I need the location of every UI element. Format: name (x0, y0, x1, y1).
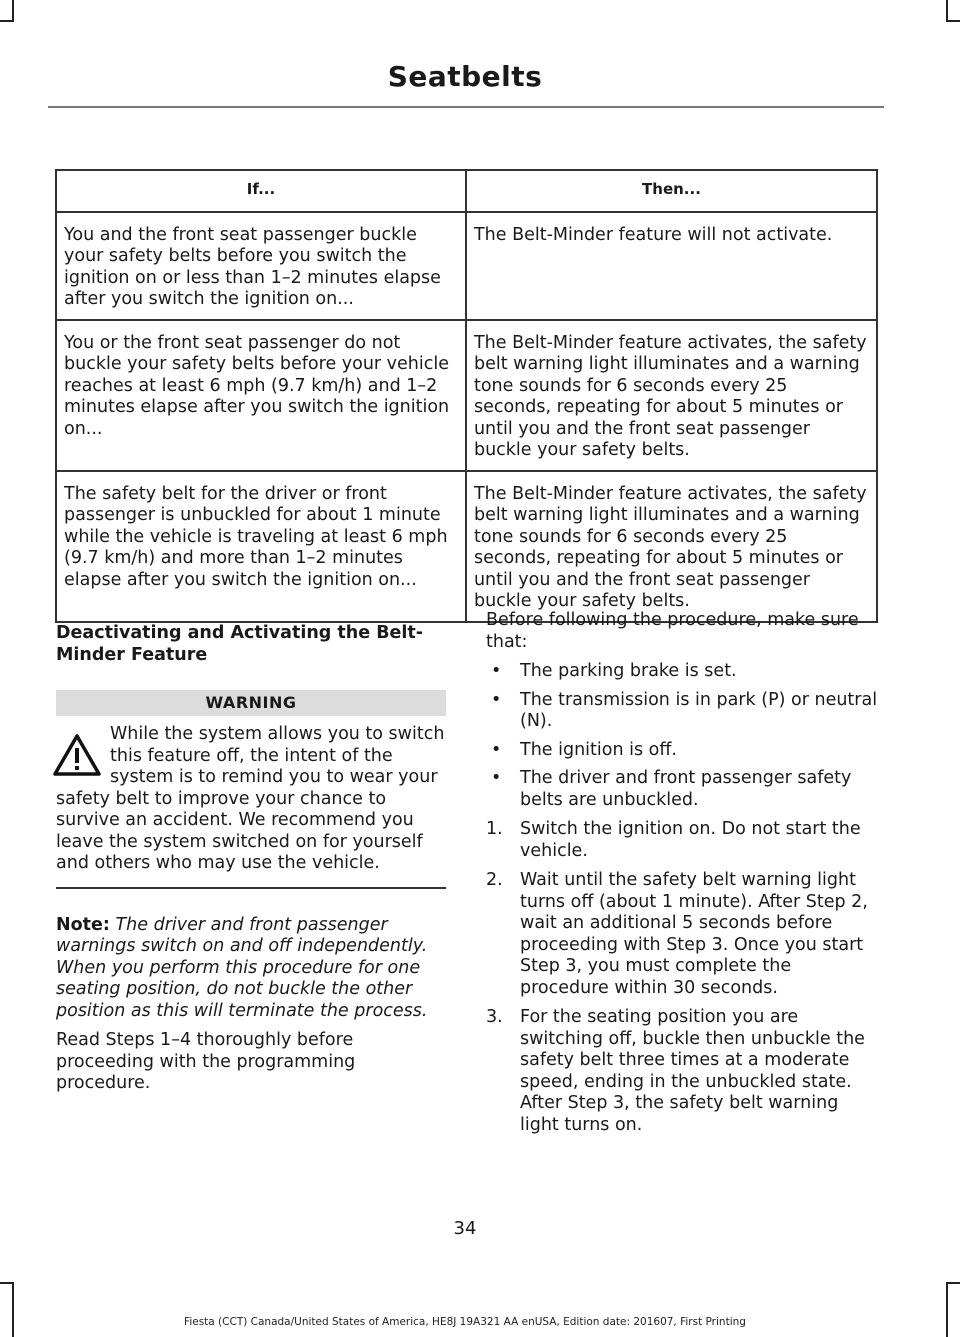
list-item (486, 661, 880, 683)
left-column (56, 622, 446, 1095)
list-item-text: The transmission is in park (P) or neutral (N). (520, 689, 878, 731)
step-text: Switch the ignition on. Do not start the vehicle. (520, 819, 861, 861)
step-number: 2. (486, 870, 503, 890)
page-title: Seatbelts (387, 60, 543, 93)
read-steps-paragraph: Read Steps 1–4 thoroughly before proceeding with the programming procedure. (56, 1030, 356, 1093)
crop-mark (946, 20, 960, 22)
step-item (486, 1007, 880, 1136)
warning-header: WARNING (56, 690, 446, 716)
bullet-mark: • (491, 661, 502, 681)
crop-mark (946, 1282, 960, 1284)
section-heading: Deactivating and Activating the Belt-Minder Feature (56, 623, 424, 665)
note-text: The driver and front passenger warnings switch on and off independently. When you perform this procedure for one seating position, do not buckle the other position as this will terminate the process. (56, 914, 428, 1021)
table-cell-if: You and the front seat passenger buckle your safety belts before you switch the ignition on or less than 1–2 minutes elapse after you switch the ignition on... (56, 212, 466, 320)
list-item (486, 740, 880, 762)
warning-divider (56, 887, 446, 889)
crop-mark (0, 20, 14, 22)
column-header-then: Then... (466, 170, 877, 212)
list-item-text: The driver and front passenger safety belts are unbuckled. (520, 768, 852, 810)
list-item (486, 768, 880, 811)
crop-mark (0, 1282, 14, 1284)
table-cell-then: The Belt-Minder feature activates, the safety belt warning light illuminates and a warning tone sounds for 6 seconds every 25 seconds, repeating for about 5 minutes or until you and the front seat passenger buckle your safety belts. (466, 320, 877, 471)
table-cell-then: The Belt-Minder feature will not activate. (466, 212, 877, 320)
table-row (56, 471, 877, 622)
warning-triangle-icon (52, 732, 102, 778)
procedure-intro: Before following the procedure, make sure that: (486, 610, 859, 652)
page-footer: Fiesta (CCT) Canada/United States of America, HE8J 19A321 AA enUSA, Edition date: 201607, First Printing (184, 1316, 746, 1328)
crop-mark (12, 1282, 14, 1337)
header-divider (48, 106, 884, 108)
table-header-row (56, 170, 877, 212)
step-item (486, 870, 880, 999)
crop-mark (12, 0, 14, 20)
bullet-mark: • (491, 739, 502, 760)
page-number: 34 (453, 1218, 477, 1239)
bullet-mark: • (491, 689, 502, 710)
belt-minder-table (55, 169, 878, 623)
warning-box (56, 724, 446, 875)
note-label: Note: (56, 914, 110, 935)
table-cell-if: You or the front seat passenger do not buckle your safety belts before your vehicle reaches at least 6 mph (9.7 km/h) and 1–2 minutes elapse after you switch the ignition on... (56, 320, 466, 471)
right-column (486, 610, 880, 1144)
list-item-text: The parking brake is set. (520, 661, 737, 681)
bullet-mark: • (491, 768, 502, 788)
note (56, 915, 446, 1023)
column-header-if: If... (56, 170, 466, 212)
table-row (56, 320, 877, 471)
precondition-list (486, 661, 880, 811)
step-item (486, 819, 880, 862)
step-text: Wait until the safety belt warning light turns off (about 1 minute). After Step 2, wait an additional 5 seconds before proceeding with Step 3. Once you start Step 3, you must complete the procedure within 30 seconds. (520, 870, 868, 998)
list-item (486, 690, 880, 733)
warning-text: While the system allows you to switch this feature off, the intent of the system is to remind you to wear your safety belt to improve your chance to survive an accident. We recommend you leave the system switched on for yourself and others who may use the vehicle. (56, 724, 445, 873)
table-cell-then: The Belt-Minder feature activates, the safety belt warning light illuminates and a warning tone sounds for 6 seconds every 25 seconds, repeating for about 5 minutes or until you and the front seat passenger buckle your safety belts. (466, 471, 877, 622)
table-cell-if: The safety belt for the driver or front passenger is unbuckled for about 1 minute while the vehicle is traveling at least 6 mph (9.7 km/h) and more than 1–2 minutes elapse after you switch the ignition on... (56, 471, 466, 622)
list-item-text: The ignition is off. (520, 739, 677, 760)
crop-mark (946, 0, 948, 20)
step-number: 1. (486, 819, 503, 839)
table-row (56, 212, 877, 320)
step-number: 3. (486, 1007, 503, 1027)
procedure-steps (486, 819, 880, 1136)
crop-mark (946, 1282, 948, 1337)
step-text: For the seating position you are switching off, buckle then unbuckle the safety belt three times at a moderate speed, ending in the unbuckled state. After Step 3, the safety belt warning light turns on. (520, 1007, 865, 1135)
